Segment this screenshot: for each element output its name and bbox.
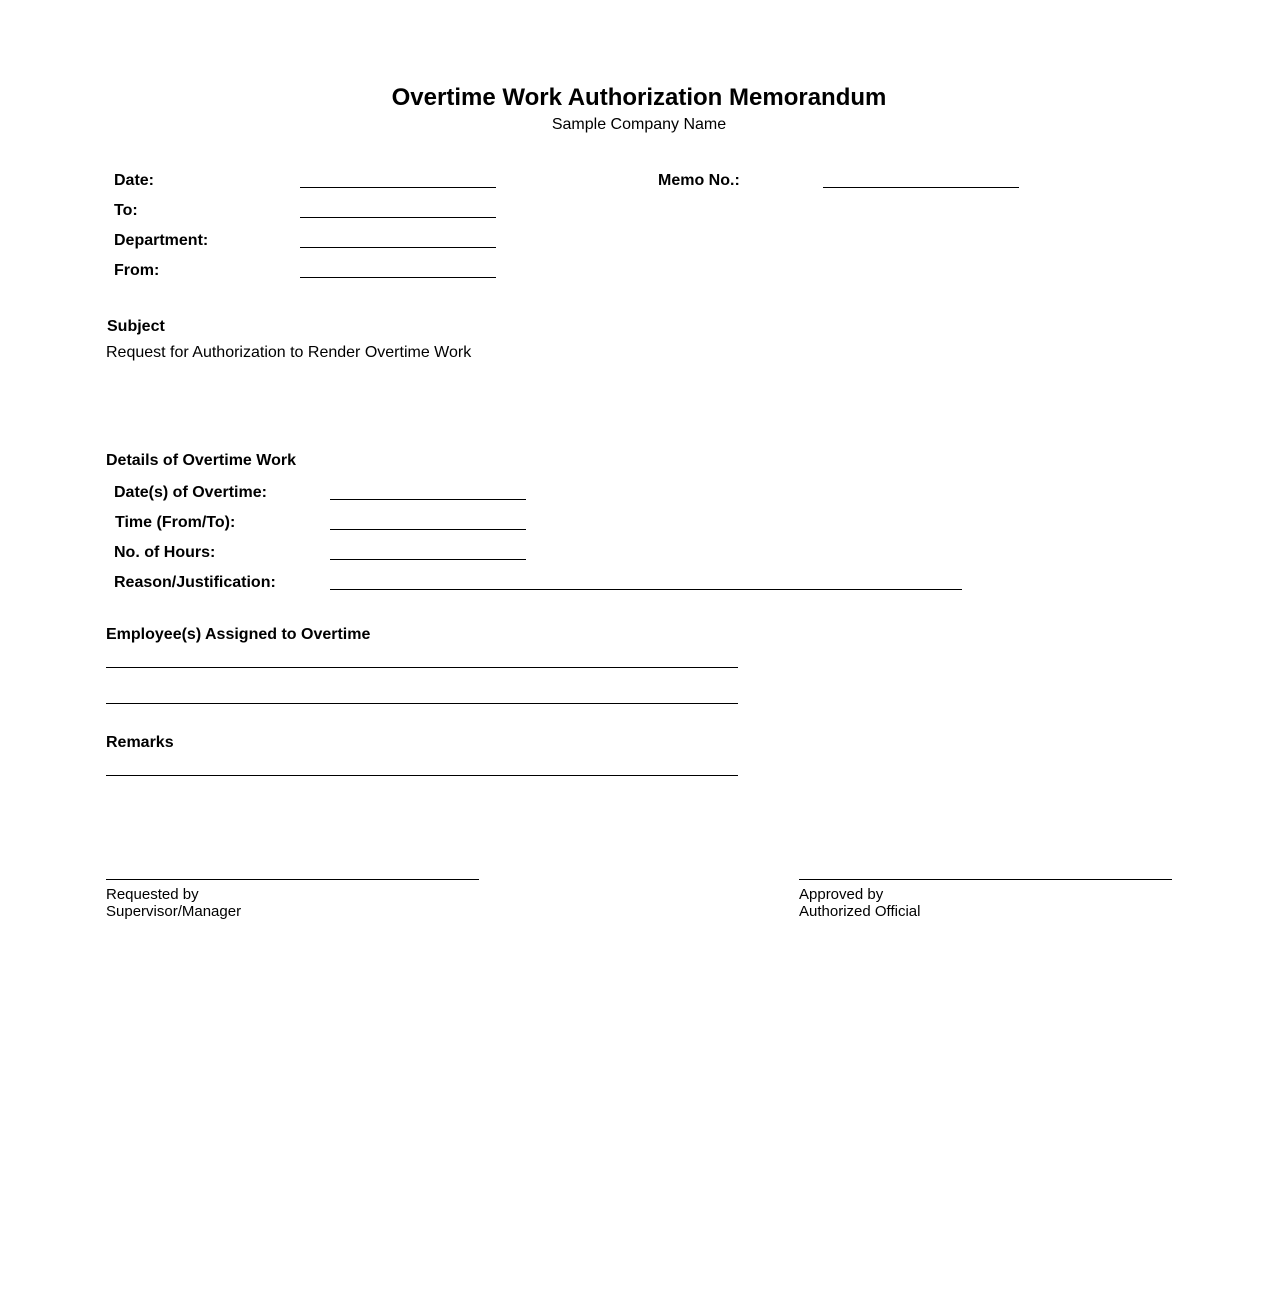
approved-by-role: Authorized Official — [799, 903, 921, 920]
subject-text: Request for Authorization to Render Overtime Work — [106, 344, 472, 361]
overtime-time-field[interactable] — [330, 529, 526, 530]
from-label: From: — [114, 262, 160, 279]
to-field[interactable] — [300, 217, 496, 218]
document-title: Overtime Work Authorization Memorandum — [391, 84, 887, 111]
requested-by-role: Supervisor/Manager — [106, 903, 242, 920]
date-field[interactable] — [300, 187, 496, 188]
overtime-dates-label: Date(s) of Overtime: — [114, 484, 267, 501]
department-label: Department: — [114, 232, 209, 249]
requested-by-caption: Requested by — [106, 886, 199, 903]
memo-no-label: Memo No.: — [658, 172, 740, 189]
overtime-time-label: Time (From/To): — [115, 514, 236, 531]
company-name: Sample Company Name — [551, 116, 727, 133]
approved-by-signature-line[interactable] — [799, 879, 1172, 880]
details-heading: Details of Overtime Work — [106, 452, 296, 469]
remarks-line[interactable] — [106, 775, 738, 776]
overtime-hours-field[interactable] — [330, 559, 526, 560]
remarks-heading: Remarks — [106, 734, 174, 751]
to-label: To: — [114, 202, 138, 219]
employee-line-2[interactable] — [106, 703, 738, 704]
department-field[interactable] — [300, 247, 496, 248]
employee-line-1[interactable] — [106, 667, 738, 668]
from-field[interactable] — [300, 277, 496, 278]
approved-by-caption: Approved by — [799, 886, 884, 903]
overtime-hours-label: No. of Hours: — [114, 544, 216, 561]
subject-heading: Subject — [107, 318, 165, 335]
reason-label: Reason/Justification: — [114, 574, 276, 591]
requested-by-signature-line[interactable] — [106, 879, 479, 880]
memo-no-field[interactable] — [823, 187, 1019, 188]
date-label: Date: — [114, 172, 155, 189]
employees-heading: Employee(s) Assigned to Overtime — [106, 626, 371, 643]
overtime-dates-field[interactable] — [330, 499, 526, 500]
reason-field[interactable] — [330, 589, 962, 590]
